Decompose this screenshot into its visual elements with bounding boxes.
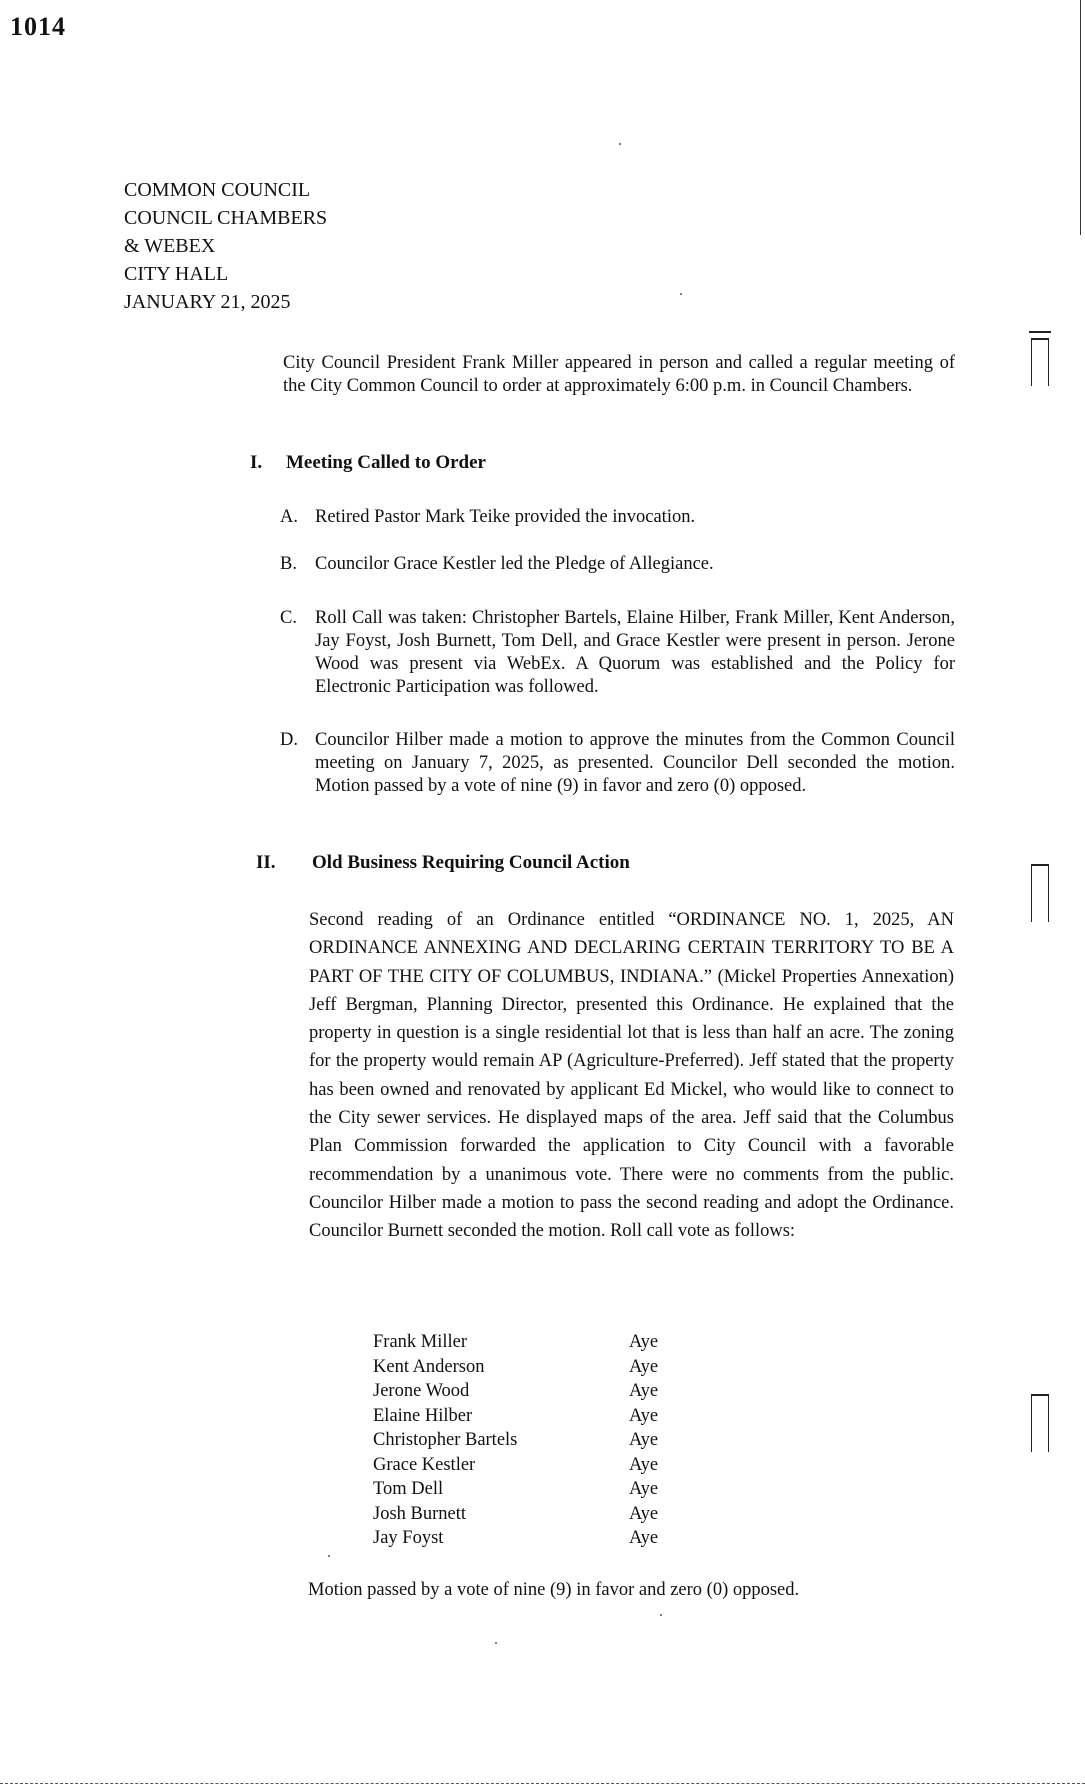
vote-value: Aye	[629, 1454, 659, 1475]
section-number: I.	[250, 452, 263, 473]
scan-mark	[1029, 331, 1051, 333]
scan-speck	[619, 143, 621, 145]
list-item	[280, 553, 955, 576]
item-letter: C.	[280, 608, 297, 628]
scan-speck	[495, 1642, 497, 1644]
vote-value: Aye	[629, 1381, 659, 1401]
section-title: Meeting Called to Order	[286, 452, 486, 473]
vote-value: Aye	[629, 1503, 659, 1524]
scan-bracket-mark	[1031, 864, 1049, 922]
scan-edge-line	[1080, 0, 1081, 235]
item-text: Roll Call was taken: Christopher Bartels, Elaine Hilber, Frank Miller, Kent Anderson, Jay Foyst, Josh Burnett, Tom Dell, and Grace Kestler were present in person. Jerone Wood was present via WebEx. A Quorum was established and the Policy for Electronic Participation was followed.	[315, 608, 955, 697]
motion-result: Motion passed by a vote of nine (9) in favor and zero (0) opposed.	[308, 1580, 800, 1600]
vote-value: Aye	[629, 1332, 659, 1352]
vote-value: Aye	[629, 1405, 659, 1426]
councilor-name: Elaine Hilber	[373, 1405, 473, 1426]
intro-paragraph: City Council President Frank Miller appeared in person and called a regular meeting of the City Common Council to order at approximately 6:00 p.m. in Council Chambers.	[283, 353, 955, 396]
scan-bracket-mark	[1031, 338, 1049, 386]
vote-value: Aye	[629, 1479, 659, 1499]
item-text: Councilor Hilber made a motion to approve the minutes from the Common Council meeting on January 7, 2025, as presented. Councilor Dell seconded the motion. Motion passed by a vote of nine (9) in favor and zero (0) opposed.	[315, 730, 955, 796]
councilor-name: Jay Foyst	[373, 1528, 444, 1548]
item-text: Councilor Grace Kestler led the Pledge of Allegiance.	[315, 554, 714, 574]
page-number: 1014	[10, 12, 66, 41]
item-text: Retired Pastor Mark Teike provided the invocation.	[315, 507, 696, 527]
vote-value: Aye	[629, 1430, 659, 1450]
vote-value: Aye	[629, 1528, 659, 1548]
councilor-name: Josh Burnett	[373, 1503, 467, 1524]
councilor-name: Grace Kestler	[373, 1454, 476, 1475]
councilor-name: Kent Anderson	[373, 1356, 485, 1377]
scan-speck	[680, 293, 682, 295]
scan-speck	[328, 1555, 330, 1557]
scan-bottom-edge	[0, 1783, 1085, 1784]
list-item	[280, 506, 955, 529]
councilor-name: Frank Miller	[373, 1332, 468, 1352]
scan-bracket-mark	[1031, 1394, 1049, 1452]
old-business-paragraph: Second reading of an Ordinance entitled “ORDINANCE NO. 1, 2025, AN ORDINANCE ANNEXING AND DECLARING CERTAIN TERRITORY TO BE A PART OF THE CITY OF COLUMBUS, INDIANA.” (Mickel Properties Annexation) Jeff Bergman, Planning Director, presented this Ordinance. He explained that the property in question is a single residential lot that is less than half an acre. The zoning for the property would remain AP (Agriculture-Preferred). Jeff stated that the property has been owned and renovated by applicant Ed Mickel, who would like to connect to the City sewer services. He displayed maps of the area. Jeff said that the Columbus Plan Commission forwarded the application to City Council with a favorable recommendation by a unanimous vote. There were no comments from the public. Councilor Hilber made a motion to pass the second reading and adopt the Ordinance. Councilor Burnett seconded the motion. Roll call vote as follows:	[309, 910, 954, 1242]
meeting-header	[124, 176, 327, 316]
item-letter: D.	[280, 730, 298, 750]
header-line: COUNCIL CHAMBERS	[124, 207, 328, 229]
item-letter: B.	[280, 554, 297, 574]
section-title: Old Business Requiring Council Action	[312, 852, 630, 873]
councilor-name: Tom Dell	[373, 1479, 444, 1499]
vote-value: Aye	[629, 1356, 659, 1377]
header-line: & WEBEX	[124, 235, 216, 257]
councilor-name: Christopher Bartels	[373, 1430, 518, 1450]
scan-speck	[660, 1614, 662, 1616]
header-date: JANUARY 21, 2025	[124, 291, 291, 313]
header-line: CITY HALL	[124, 263, 229, 285]
list-item	[280, 729, 955, 798]
list-item	[280, 607, 955, 699]
item-letter: A.	[280, 507, 298, 527]
councilor-name: Jerone Wood	[373, 1381, 470, 1401]
header-line: COMMON COUNCIL	[124, 179, 311, 201]
section-number: II.	[256, 852, 276, 873]
